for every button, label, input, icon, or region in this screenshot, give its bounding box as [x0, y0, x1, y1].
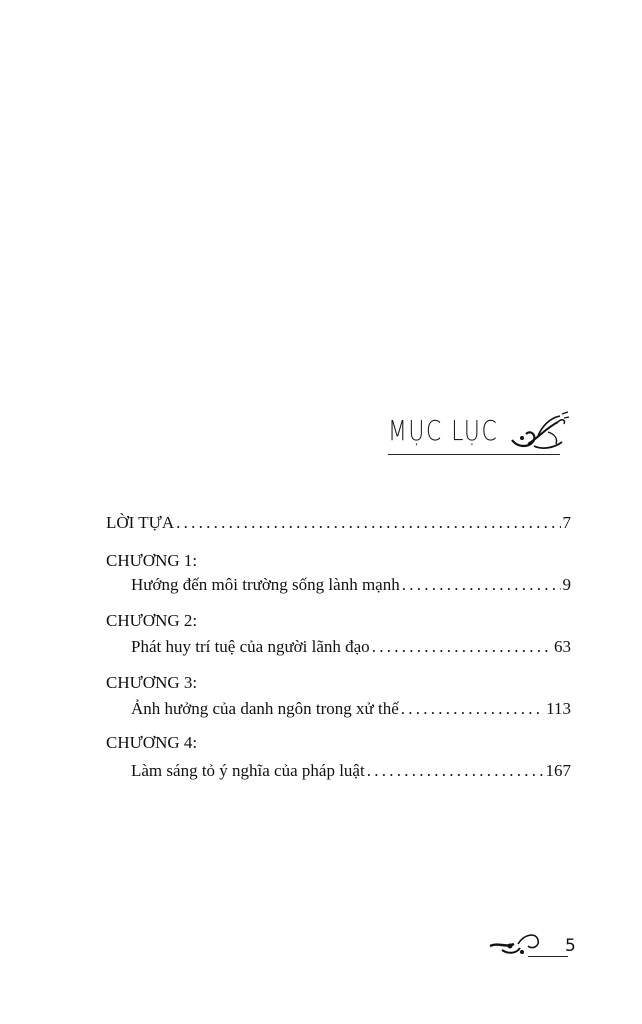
toc-entry-chapter-3[interactable]: [131, 698, 571, 720]
footer-rule: [528, 956, 568, 957]
chapter-label: CHƯƠNG 1:: [106, 551, 198, 570]
toc-entry-chapter-4[interactable]: [131, 760, 571, 782]
toc-entry-title: Hướng đến môi trường sống lành mạnh: [131, 575, 400, 594]
toc-entry-title: LỜI TỰA: [106, 513, 175, 532]
toc-entry-page: 7: [562, 513, 571, 532]
dot-leader: [401, 698, 544, 720]
page-number: 5: [565, 936, 576, 956]
toc-entry-title: Làm sáng tỏ ý nghĩa của pháp luật: [131, 761, 365, 780]
toc-entry-page: 9: [562, 575, 571, 594]
dot-leader: [402, 574, 561, 596]
toc-entry-title: Phát huy trí tuệ của người lãnh đạo: [131, 637, 370, 656]
dot-leader: [176, 512, 560, 534]
flourish-ornament-icon: [508, 410, 570, 452]
dot-leader: [372, 636, 552, 658]
toc-entry-title: Ảnh hưởng của danh ngôn trong xử thế: [131, 699, 399, 718]
toc-entry-chapter-1[interactable]: [131, 574, 571, 596]
toc-entry-page: 63: [554, 637, 571, 656]
page-footer: [488, 928, 580, 964]
toc-entry-page: 167: [545, 761, 571, 780]
dot-leader: [367, 760, 544, 782]
chapter-label: CHƯƠNG 3:: [106, 673, 198, 692]
page-title: MỤC LỤC: [388, 414, 499, 447]
chapter-label: CHƯƠNG 4:: [106, 733, 198, 752]
heading-underline: [388, 454, 560, 455]
toc-entry-chapter-2[interactable]: [131, 636, 571, 658]
toc-entry-page: 113: [546, 699, 571, 718]
toc-heading: [388, 408, 578, 458]
toc-entry-preface[interactable]: [106, 512, 571, 534]
chapter-label: CHƯƠNG 2:: [106, 611, 198, 630]
